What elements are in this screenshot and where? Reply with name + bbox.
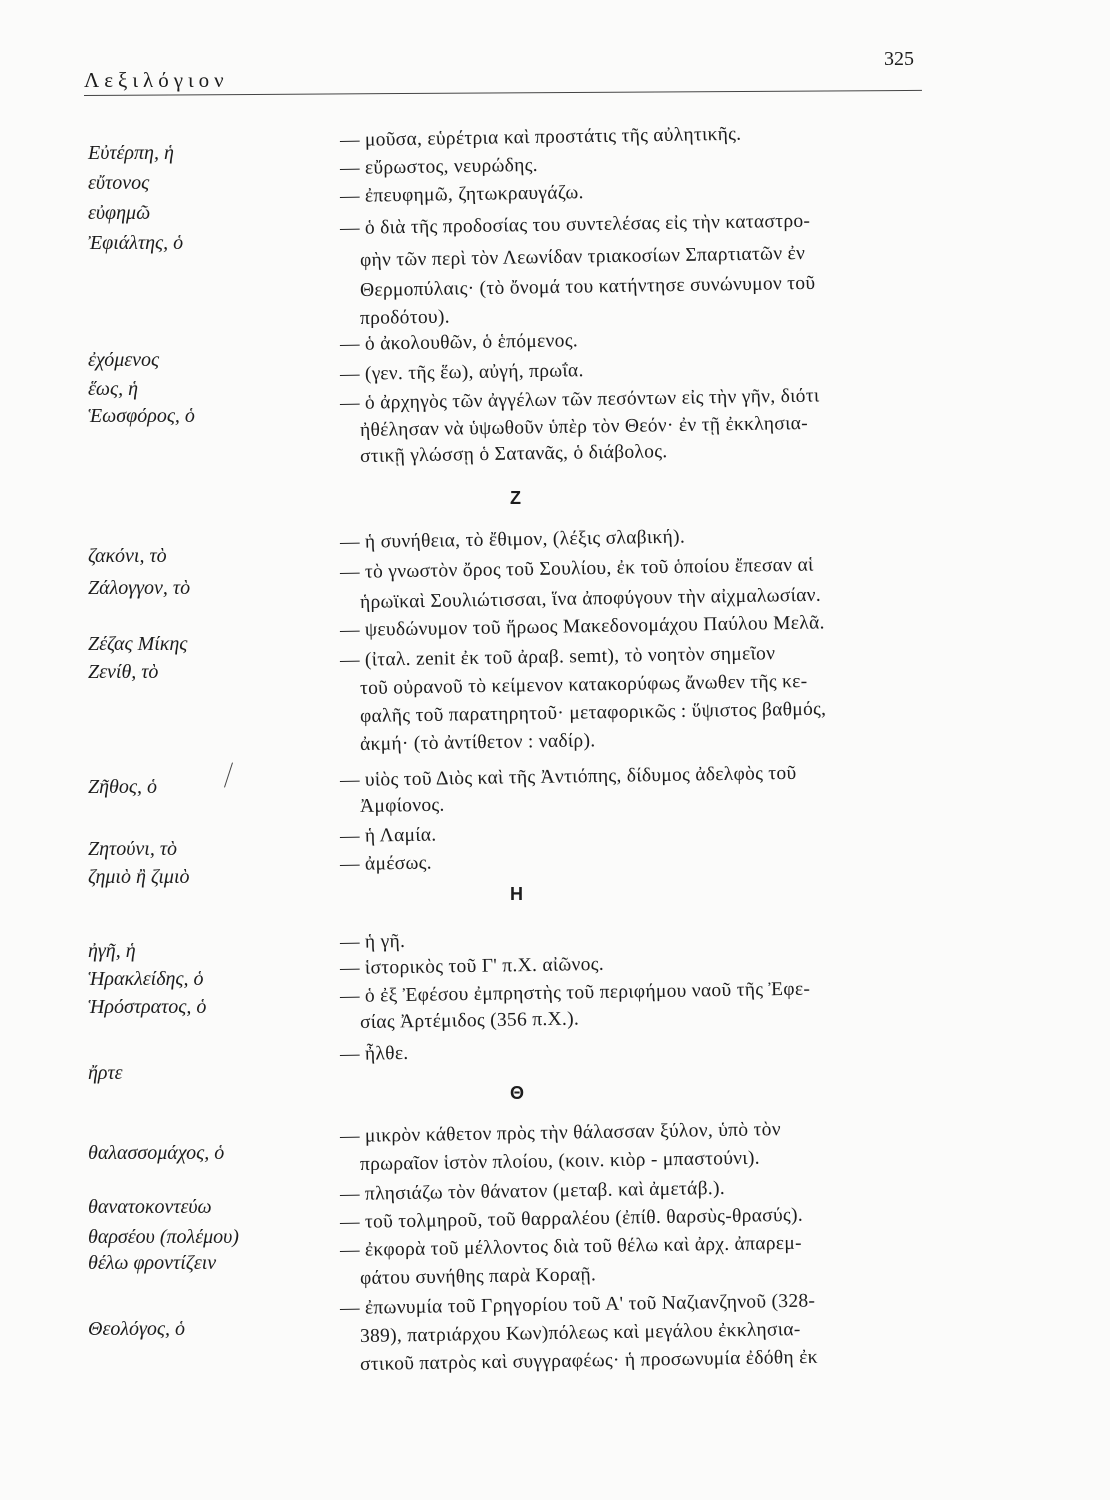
- page-header-title: Λεξιλόγιον: [84, 68, 229, 92]
- entry-definition-continued: φὴν τῶν περὶ τὸν Λεωνίδαν τριακοσίων Σπαρτιατῶν ἐν: [359, 243, 806, 271]
- entry-definition: — ἀμέσως.: [339, 852, 433, 875]
- entry-definition: — υἱὸς τοῦ Διὸς καὶ τῆς Ἀντιόπης, δίδυμος ἀδελφὸς τοῦ: [339, 762, 797, 791]
- entry-definition: — ἡ Λαμία.: [339, 824, 437, 847]
- entry-definition: — μοῦσα, εὑρέτρια καὶ προστάτις τῆς αὐλητικῆς.: [339, 123, 742, 151]
- entry-definition: — ὁ ἀρχηγὸς τῶν ἀγγέλων τῶν πεσόντων εἰς τὴν γῆν, διότι: [339, 385, 820, 414]
- entry-definition: — τοῦ τολμηροῦ, τοῦ θαρραλέου (ἐπίθ. θαρσὺς-θρασύς).: [339, 1204, 804, 1233]
- entry-headword: Ζῆθος, ὁ: [88, 776, 157, 798]
- entry-headword: εὔτονος: [88, 172, 150, 194]
- entry-headword: ζακόνι, τὸ: [88, 545, 167, 567]
- entry-headword: Ζέζας Μίκης: [88, 633, 188, 655]
- entry-definition: — τὸ γνωστὸν ὄρος τοῦ Σουλίου, ἐκ τοῦ ὁποίου ἔπεσαν αἱ: [339, 554, 814, 583]
- entry-definition: — ἱστορικὸς τοῦ Γ' π.Χ. αἰῶνος.: [339, 953, 605, 979]
- entry-definition: — (ἰταλ. zenit ἐκ τοῦ ἀραβ. semt), τὸ νοητὸν σημεῖον: [339, 643, 776, 671]
- entry-definition-continued: ἡρωϊκαὶ Σουλιώτισσαι, ἵνα ἀποφύγουν τὴν αἰχμαλωσίαν.: [359, 584, 822, 613]
- entry-headword: Ἡρόστρατος, ὁ: [88, 996, 207, 1018]
- entry-headword: ἐχόμενος: [88, 349, 160, 371]
- entry-definition: — ὁ ἀκολουθῶν, ὁ ἑπόμενος.: [339, 330, 579, 355]
- entry-definition: — ἡ γῆ.: [339, 930, 406, 953]
- entry-headword: θαρσέου (πολέμου): [88, 1226, 239, 1248]
- entry-headword: Ζάλογγον, τὸ: [88, 577, 191, 599]
- entry-definition-continued: ἀκμή· (τὸ ἀντίθετον : ναδίρ).: [359, 730, 596, 755]
- entry-definition: — ὁ διὰ τῆς προδοσίας του συντελέσας εἰς τὴν καταστρο-: [339, 210, 811, 239]
- entry-definition: — ἦλθε.: [339, 1042, 409, 1065]
- entry-headword: Ἑωσφόρος, ὁ: [88, 405, 195, 427]
- entry-definition: — ἡ συνήθεια, τὸ ἔθιμον, (λέξις σλαβική).: [339, 526, 686, 553]
- entry-definition-continued: Ἀμφίονος.: [359, 794, 445, 817]
- entry-definition: — ὁ ἐξ Ἐφέσου ἐμπρηστὴς τοῦ περιφήμου ναοῦ τῆς Ἐφε-: [339, 978, 811, 1007]
- section-letter: Η: [510, 884, 523, 904]
- section-letter: Θ: [510, 1083, 525, 1103]
- entry-headword: ἕως, ἡ: [88, 378, 139, 400]
- entry-headword: Ζητούνι, τὸ: [88, 838, 177, 860]
- entry-definition-continued: φαλῆς τοῦ παρατηρητοῦ· μεταφορικῶς : ὕψιστος βαθμός,: [359, 698, 827, 727]
- entry-definition: — ἐπευφημῶ, ζητωκραυγάζω.: [339, 182, 584, 207]
- entry-definition: — μικρὸν κάθετον πρὸς τὴν θάλασσαν ξύλον, ὑπὸ τὸν: [339, 1119, 782, 1147]
- entry-headword: ζημιὸ ἢ ζιμιὸ: [88, 866, 190, 888]
- entry-definition: — πλησιάζω τὸν θάνατον (μεταβ. καὶ ἀμετάβ.).: [339, 1177, 726, 1205]
- entry-headword: θέλω φροντίζειν: [88, 1252, 217, 1274]
- entry-headword: Θεολόγος, ὁ: [88, 1318, 185, 1340]
- section-letter: Ζ: [510, 488, 521, 508]
- entry-definition: — (γεν. τῆς ἕω), αὐγή, πρωΐα.: [339, 360, 584, 385]
- entry-headword: Ἡρακλείδης, ὁ: [88, 968, 204, 990]
- entry-headword: θαλασσομάχος, ὁ: [88, 1142, 225, 1164]
- entry-definition: — ἐπωνυμία τοῦ Γρηγορίου τοῦ Α' τοῦ Ναζιανζηνοῦ (328-: [339, 1290, 816, 1319]
- entry-definition: — ψευδώνυμον τοῦ ἥρωος Μακεδονομάχου Παύλου Μελᾶ.: [339, 612, 825, 641]
- margin-mark: [224, 762, 233, 787]
- entry-definition-continued: Θερμοπύλαις· (τὸ ὄνομά του κατήντησε συνώνυμον τοῦ: [359, 272, 816, 301]
- page-number: 325: [884, 48, 914, 70]
- entry-headword: Ζενίθ, τὸ: [88, 661, 159, 683]
- entry-definition-continued: ἠθέλησαν νὰ ὑψωθοῦν ὑπὲρ τὸν Θεόν· ἐν τῇ ἐκκλησια-: [359, 412, 809, 441]
- entry-definition-continued: 389), πατριάρχου Κων)πόλεως καὶ μεγάλου ἐκκλησια-: [359, 1319, 801, 1347]
- entry-definition-continued: τοῦ οὐρανοῦ τὸ κείμενον κατακορύφως ἄνωθεν τῆς κε-: [359, 670, 808, 699]
- entry-headword: Εὐτέρπη, ἡ: [88, 142, 174, 164]
- entry-headword: ἠγῆ, ἡ: [88, 940, 136, 962]
- entry-definition: — εὔρωστος, νευρώδης.: [339, 154, 539, 179]
- entry-definition-continued: πρωραῖον ἱστὸν πλοίου, (κοιν. κιὸρ - μπαστούνι).: [359, 1147, 760, 1175]
- entry-definition-continued: στικῇ γλώσσῃ ὁ Σατανᾶς, ὁ διάβολος.: [359, 441, 668, 467]
- entry-headword: ἤρτε: [88, 1062, 123, 1084]
- entry-definition-continued: σίας Ἀρτέμιδος (356 π.Χ.).: [359, 1008, 580, 1033]
- entry-definition-continued: φάτου συνήθης παρὰ Κοραῇ.: [359, 1264, 597, 1289]
- entry-definition-continued: προδότου).: [359, 306, 451, 329]
- entry-definition-continued: στικοῦ πατρὸς καὶ συγγραφέως· ἡ προσωνυμία ἐδόθη ἐκ: [359, 1346, 818, 1375]
- entry-headword: Ἐφιάλτης, ὁ: [88, 232, 184, 254]
- entry-headword: εὐφημῶ: [88, 202, 151, 224]
- entry-definition: — ἐκφορὰ τοῦ μέλλοντος διὰ τοῦ θέλω καὶ ἀρχ. ἀπαρεμ-: [339, 1232, 802, 1261]
- entry-headword: θανατοκοντεύω: [88, 1196, 212, 1218]
